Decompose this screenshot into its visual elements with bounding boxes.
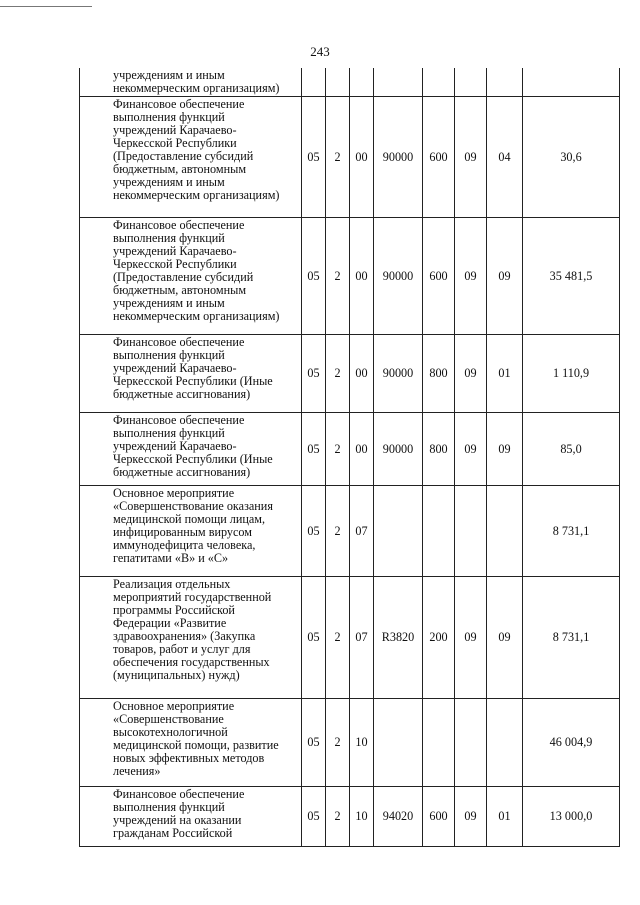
table-row: [80, 68, 620, 97]
direction-code-cell: [374, 486, 423, 577]
measure-code-cell: 00: [350, 218, 374, 335]
table-row: [80, 577, 620, 699]
section-code-cell: [302, 68, 326, 97]
row-name-line: выполнения функций: [113, 426, 225, 440]
row-name-line: учреждений Карачаево-: [113, 123, 237, 137]
row-name-line: иммунодефицита человека,: [113, 538, 256, 552]
subchapter-code-cell: 04: [487, 97, 523, 218]
measure-code-cell: 00: [350, 335, 374, 413]
row-name-line: учреждений Карачаево-: [113, 361, 237, 375]
row-name-line: (Предоставление субсидий: [113, 149, 254, 163]
table-row: [80, 218, 620, 335]
scan-top-rule: [0, 6, 92, 7]
row-name-line: медицинской помощи, развитие: [113, 738, 279, 752]
table-row: [80, 787, 620, 847]
row-name-line: некоммерческим организациям): [113, 188, 280, 202]
row-name-cell: [80, 97, 302, 218]
subprogram-code-cell: 2: [326, 787, 350, 847]
subprogram-code-cell: 2: [326, 699, 350, 787]
section-code-cell: 05: [302, 413, 326, 486]
row-name-line: (Предоставление субсидий: [113, 270, 254, 284]
subchapter-code-cell: [487, 486, 523, 577]
row-name-line: Реализация отдельных: [113, 577, 231, 591]
row-name-line: Финансовое обеспечение: [113, 218, 245, 232]
subchapter-code-cell: 09: [487, 413, 523, 486]
table-row: [80, 413, 620, 486]
row-name-line: гепатитами «В» и «С»: [113, 551, 229, 565]
row-name-line: «Совершенствование оказания: [113, 499, 273, 513]
chapter-code-cell: 09: [455, 218, 487, 335]
row-name-cell: [80, 787, 302, 847]
amount-cell: 8 731,1: [523, 577, 620, 699]
row-name-line: учреждений Карачаево-: [113, 244, 237, 258]
section-code-cell: 05: [302, 218, 326, 335]
row-name-line: мероприятий государственной: [113, 590, 272, 604]
row-name-line: Основное мероприятие: [113, 699, 235, 713]
measure-code-cell: 00: [350, 97, 374, 218]
chapter-code-cell: 09: [455, 577, 487, 699]
row-name-line: лечения»: [113, 764, 161, 778]
chapter-code-cell: 09: [455, 97, 487, 218]
amount-cell: 85,0: [523, 413, 620, 486]
row-name-line: Финансовое обеспечение: [113, 335, 245, 349]
expense-type-cell: [423, 699, 455, 787]
budget-table-body: [80, 68, 620, 847]
chapter-code-cell: 09: [455, 413, 487, 486]
subprogram-code-cell: 2: [326, 218, 350, 335]
row-name-cell: [80, 577, 302, 699]
row-name-line: высокотехнологичной: [113, 725, 228, 739]
section-code-cell: 05: [302, 787, 326, 847]
section-code-cell: 05: [302, 335, 326, 413]
row-name-line: выполнения функций: [113, 800, 225, 814]
row-name-line: Финансовое обеспечение: [113, 413, 245, 427]
table-row: [80, 335, 620, 413]
subprogram-code-cell: 2: [326, 577, 350, 699]
subchapter-code-cell: [487, 68, 523, 97]
expense-type-cell: 600: [423, 218, 455, 335]
subchapter-code-cell: 09: [487, 577, 523, 699]
subchapter-code-cell: 09: [487, 218, 523, 335]
row-name-line: Финансовое обеспечение: [113, 787, 245, 801]
subprogram-code-cell: 2: [326, 335, 350, 413]
table-row: [80, 486, 620, 577]
chapter-code-cell: [455, 68, 487, 97]
row-name-line: бюджетные ассигнования): [113, 465, 251, 479]
amount-cell: 13 000,0: [523, 787, 620, 847]
row-name-cell: [80, 413, 302, 486]
row-name-line: «Совершенствование: [113, 712, 224, 726]
row-name-line: Финансовое обеспечение: [113, 97, 245, 111]
row-name-line: некоммерческим организациям): [113, 81, 280, 95]
row-name-line: инфицированным вирусом: [113, 525, 252, 539]
row-name-line: учреждений на оказании: [113, 813, 242, 827]
expense-type-cell: 200: [423, 577, 455, 699]
measure-code-cell: 07: [350, 577, 374, 699]
direction-code-cell: 90000: [374, 97, 423, 218]
row-name-line: учреждений Карачаево-: [113, 439, 237, 453]
subprogram-code-cell: 2: [326, 486, 350, 577]
subchapter-code-cell: [487, 699, 523, 787]
chapter-code-cell: 09: [455, 335, 487, 413]
row-name-line: новых эффективных методов: [113, 751, 265, 765]
row-name-line: Черкесской Республики: [113, 257, 237, 271]
measure-code-cell: 07: [350, 486, 374, 577]
row-name-line: обеспечения государственных: [113, 655, 270, 669]
row-name-cell: [80, 335, 302, 413]
direction-code-cell: 94020: [374, 787, 423, 847]
row-name-line: учреждениям и иным: [113, 68, 225, 82]
direction-code-cell: [374, 699, 423, 787]
expense-type-cell: [423, 486, 455, 577]
row-name-line: бюджетным, автономным: [113, 283, 247, 297]
row-name-line: учреждениям и иным: [113, 296, 225, 310]
subprogram-code-cell: [326, 68, 350, 97]
row-name-line: Черкесской Республики: [113, 136, 237, 150]
direction-code-cell: 90000: [374, 218, 423, 335]
row-name-line: товаров, работ и услуг для: [113, 642, 251, 656]
chapter-code-cell: 09: [455, 787, 487, 847]
row-name-line: Черкесской Республики (Иные: [113, 374, 273, 388]
row-name-line: выполнения функций: [113, 231, 225, 245]
measure-code-cell: 00: [350, 413, 374, 486]
row-name-line: выполнения функций: [113, 348, 225, 362]
section-code-cell: 05: [302, 486, 326, 577]
section-code-cell: 05: [302, 97, 326, 218]
page-number: 243: [310, 44, 330, 59]
row-name-line: выполнения функций: [113, 110, 225, 124]
row-name-line: гражданам Российской: [113, 826, 233, 840]
budget-table: [79, 68, 620, 847]
subchapter-code-cell: 01: [487, 335, 523, 413]
section-code-cell: 05: [302, 577, 326, 699]
row-name-cell: [80, 699, 302, 787]
expense-type-cell: 600: [423, 97, 455, 218]
direction-code-cell: 90000: [374, 335, 423, 413]
measure-code-cell: 10: [350, 787, 374, 847]
direction-code-cell: R3820: [374, 577, 423, 699]
amount-cell: [523, 68, 620, 97]
section-code-cell: 05: [302, 699, 326, 787]
expense-type-cell: [423, 68, 455, 97]
row-name-line: здравоохранения» (Закупка: [113, 629, 256, 643]
subprogram-code-cell: 2: [326, 413, 350, 486]
row-name-line: медицинской помощи лицам,: [113, 512, 266, 526]
direction-code-cell: [374, 68, 423, 97]
measure-code-cell: [350, 68, 374, 97]
row-name-line: бюджетные ассигнования): [113, 387, 251, 401]
table-row: [80, 699, 620, 787]
direction-code-cell: 90000: [374, 413, 423, 486]
row-name-line: учреждениям и иным: [113, 175, 225, 189]
row-name-line: Черкесской Республики (Иные: [113, 452, 273, 466]
row-name-cell: [80, 218, 302, 335]
subprogram-code-cell: 2: [326, 97, 350, 218]
row-name-line: Федерации «Развитие: [113, 616, 227, 630]
row-name-cell: [80, 486, 302, 577]
row-name-cell: [80, 68, 302, 97]
amount-cell: 46 004,9: [523, 699, 620, 787]
measure-code-cell: 10: [350, 699, 374, 787]
amount-cell: 30,6: [523, 97, 620, 218]
row-name-line: Основное мероприятие: [113, 486, 235, 500]
row-name-line: (муниципальных) нужд): [113, 668, 240, 682]
chapter-code-cell: [455, 699, 487, 787]
amount-cell: 8 731,1: [523, 486, 620, 577]
amount-cell: 35 481,5: [523, 218, 620, 335]
amount-cell: 1 110,9: [523, 335, 620, 413]
expense-type-cell: 600: [423, 787, 455, 847]
expense-type-cell: 800: [423, 335, 455, 413]
chapter-code-cell: [455, 486, 487, 577]
row-name-line: программы Российской: [113, 603, 235, 617]
row-name-line: некоммерческим организациям): [113, 309, 280, 323]
table-row: [80, 97, 620, 218]
expense-type-cell: 800: [423, 413, 455, 486]
subchapter-code-cell: 01: [487, 787, 523, 847]
row-name-line: бюджетным, автономным: [113, 162, 247, 176]
